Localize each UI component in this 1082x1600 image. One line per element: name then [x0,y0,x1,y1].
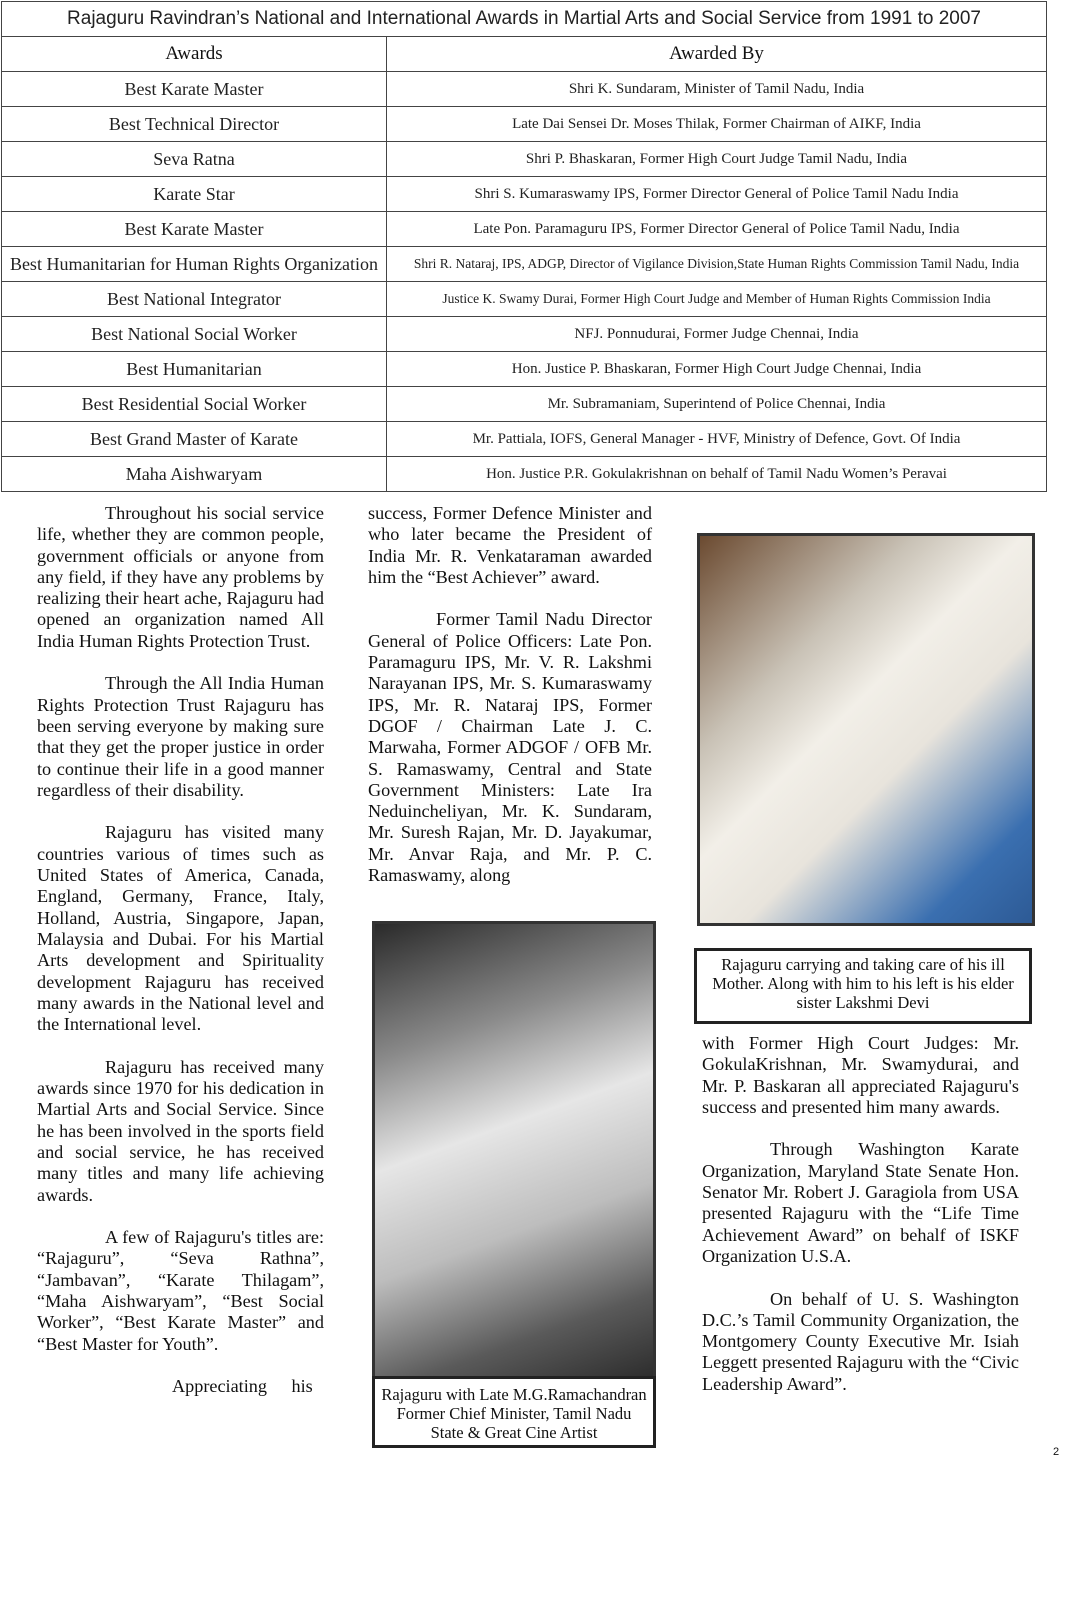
award-name: Best Technical Director [2,107,387,142]
caption-mgr-photo: Rajaguru with Late M.G.Ramachandran Former Chief Minister, Tamil Nadu State & Great Cine Artist [372,1376,656,1448]
table-title: Rajaguru Ravindran’s National and International Awards in Martial Arts and Social Service from 1991 to 2007 [2,2,1047,37]
awarded-by: Shri S. Kumaraswamy IPS, Former Director General of Police Tamil Nadu India [387,177,1047,212]
photo-rajaguru-with-mgr [372,921,656,1379]
table-row [2,142,1047,177]
awarded-by: Shri K. Sundaram, Minister of Tamil Nadu, India [387,72,1047,107]
paragraph: Appreciating his [172,1376,313,1397]
text-column-1 [37,503,324,1419]
table-row [2,457,1047,492]
awards-table [1,1,1047,492]
caption-mother-photo: Rajaguru carrying and taking care of his ill Mother. Along with him to his left is his elder sister Lakshmi Devi [694,948,1032,1024]
paragraph: Rajaguru has visited many countries various of times such as United States of America, Canada, England, Germany, France, Italy, Holland, Austria, Singapore, Japan, Malaysia and Dubai. For his Martial Arts development and Spirituality development Rajaguru has received many awards in the National level and the International level. [37,822,324,1035]
table-row [2,212,1047,247]
table-row [2,317,1047,352]
award-name: Best Residential Social Worker [2,387,387,422]
award-name: Best Karate Master [2,72,387,107]
awarded-by: Hon. Justice P. Bhaskaran, Former High Court Judge Chennai, India [387,352,1047,387]
award-name: Karate Star [2,177,387,212]
table-row [2,177,1047,212]
award-name: Best National Social Worker [2,317,387,352]
awarded-by: Mr. Subramaniam, Superintend of Police Chennai, India [387,387,1047,422]
award-name: Seva Ratna [2,142,387,177]
table-row [2,422,1047,457]
awarded-by: Mr. Pattiala, IOFS, General Manager - HVF, Ministry of Defence, Govt. Of India [387,422,1047,457]
text-column-3 [702,1033,1019,1416]
paragraph: Through the All India Human Rights Protection Trust Rajaguru has been serving everyone by making sure that they get the proper justice in order to continue their life in a good manner regardless of their disability. [37,673,324,800]
award-name: Best Grand Master of Karate [2,422,387,457]
awarded-by: Hon. Justice P.R. Gokulakrishnan on behalf of Tamil Nadu Women’s Peravai [387,457,1047,492]
awarded-by: Justice K. Swamy Durai, Former High Court Judge and Member of Human Rights Commission India [387,282,1047,317]
awarded-by: Late Dai Sensei Dr. Moses Thilak, Former Chairman of AIKF, India [387,107,1047,142]
award-name: Best Humanitarian for Human Rights Organization [2,247,387,282]
table-row [2,352,1047,387]
paragraph: success, Former Defence Minister and who later became the President of India Mr. R. Venkataraman awarded him the “Best Achiever” award. [368,503,652,587]
photo-rajaguru-with-mother [697,533,1035,926]
paragraph: Through Washington Karate Organization, Maryland State Senate Hon. Senator Mr. Robert J. Garagiola from USA presented Rajaguru with the “Life Time Achievement Award” on behalf of ISKF Organization U.S.A. [702,1139,1019,1266]
award-name: Best Humanitarian [2,352,387,387]
award-name: Best Karate Master [2,212,387,247]
award-name: Maha Aishwaryam [2,457,387,492]
table-row [2,247,1047,282]
awarded-by: Late Pon. Paramaguru IPS, Former Director General of Police Tamil Nadu, India [387,212,1047,247]
table-row [2,282,1047,317]
table-row [2,107,1047,142]
paragraph: Throughout his social service life, whether they are common people, government officials or anyone from any field, if they have any problems by realizing their heart ache, Rajaguru had opened an organization named All India Human Rights Protection Trust. [37,503,324,651]
paragraph: with Former High Court Judges: Mr. GokulaKrishnan, Mr. Swamydurai, and Mr. P. Baskaran all appreciated Rajaguru's success and presented him many awards. [702,1033,1019,1117]
awarded-by: NFJ. Ponnudurai, Former Judge Chennai, India [387,317,1047,352]
awarded-by: Shri P. Bhaskaran, Former High Court Judge Tamil Nadu, India [387,142,1047,177]
table-row [2,387,1047,422]
header-awarded-by: Awarded By [387,37,1047,72]
paragraph: Former Tamil Nadu Director General of Police Officers: Late Pon. Paramaguru IPS, Mr. V. R. Lakshmi Narayanan IPS, Mr. S. Kumaraswamy IPS, Mr. R. Nataraj IPS, Former DGOF / Chairman Late J. C. Marwaha, Former ADGOF / OFB Mr. S. Ramaswamy, Central and State Government Ministers: Late Ira Neduincheliyan, Mr. K. Sundaram, Mr. Suresh Rajan, Mr. D. Jayakumar, Mr. Anvar Raja, and Mr. P. C. Ramaswamy, along [368,609,652,886]
awarded-by: Shri R. Nataraj, IPS, ADGP, Director of Vigilance Division,State Human Rights Commission Tamil Nadu, India [387,247,1047,282]
paragraph: A few of Rajaguru's titles are: “Rajaguru”, “Seva Rathna”, “Jambavan”, “Karate Thilagam”, “Maha Aishwaryam”, “Best Social Worker”, “Best Karate Master” and “Best Master for Youth”. [37,1227,324,1354]
header-awards: Awards [2,37,387,72]
table-row [2,72,1047,107]
award-name: Best National Integrator [2,282,387,317]
text-column-2 [368,503,652,908]
paragraph: On behalf of U. S. Washington D.C.’s Tamil Community Organization, the Montgomery County Executive Mr. Isiah Leggett presented Rajaguru with the “Civic Leadership Award”. [702,1288,1019,1394]
page-number: 2 [1053,1446,1060,1458]
paragraph: Rajaguru has received many awards since 1970 for his dedication in Martial Arts and Social Service. Since he has been involved in the sports field and social service, he has received many titles and many life achieving awards. [37,1056,324,1205]
